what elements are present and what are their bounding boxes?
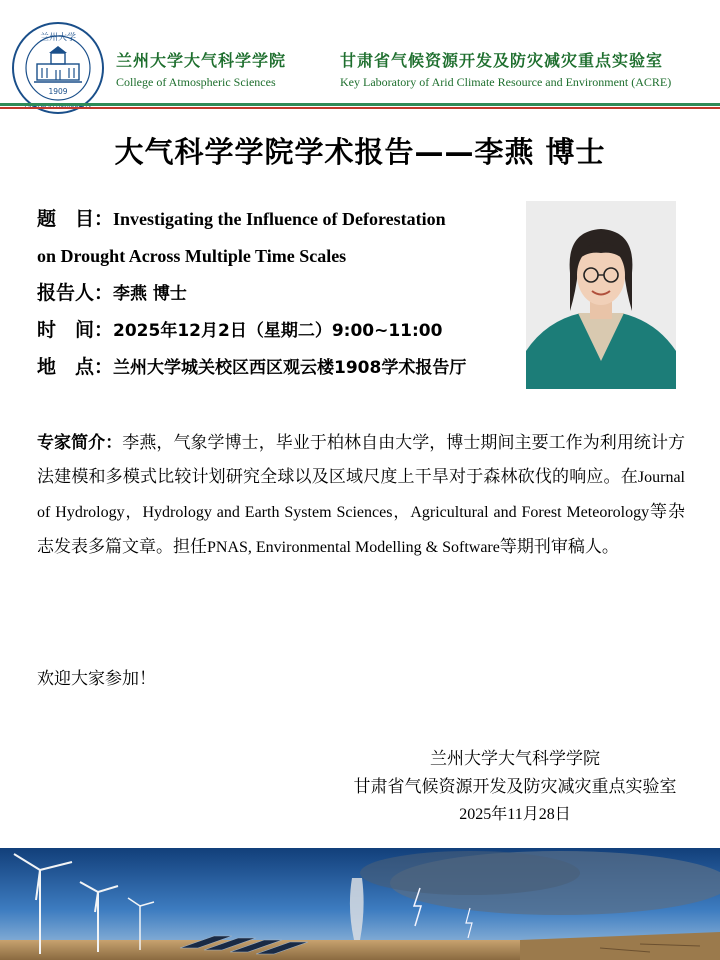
time-row (37, 312, 522, 349)
bio-text-1: 李燕，气象学博士，毕业于柏林自由大学，博士期间主要工作为利用统计方法建模和多模式比较计划研究全球以及区域尺度上干旱对于森林砍伐的响应。在 (37, 433, 686, 487)
signature-college: 兰州大学大气科学学院 (430, 749, 600, 769)
college-name-cn: 兰州大学大气科学学院 (116, 51, 287, 70)
speaker-row (37, 275, 522, 312)
college-name-en: College of Atmospheric Sciences (116, 75, 276, 89)
page-title: 大气科学学院学术报告——李燕 博士 (114, 135, 606, 169)
bio-text-2: 等杂志发表多篇文章。担任 (37, 502, 685, 557)
bio-review-journals: PNAS, Environmental Modelling & Software (207, 539, 500, 556)
header (0, 0, 720, 112)
college-name (116, 48, 286, 90)
logo-text-year: 1909 (48, 87, 68, 96)
place-row (37, 349, 522, 386)
bio-text-3: 等期刊审稿人。 (499, 537, 619, 557)
talk-info (37, 201, 522, 386)
welcome-text: 欢迎大家参加！ (37, 669, 156, 689)
topic-line2: on Drought Across Multiple Time Scales (37, 246, 347, 266)
speaker-bio (37, 426, 685, 565)
time-label: 时 间： (37, 319, 114, 341)
signature-laboratory: 甘肃省气候资源开发及防灾减灾重点实验室 (353, 777, 677, 797)
logo-text-cn: 兰州大学 (39, 33, 77, 43)
header-rule-green (0, 103, 720, 106)
place-value: 兰州大学城关校区西区观云楼1908学术报告厅 (113, 358, 467, 378)
laboratory-name-en: Key Laboratory of Arid Climate Resource and Environment (ACRE) (340, 75, 672, 89)
bio-journals: Journal of Hydrology，Hydrology and Earth System Sciences，Agricultural and Forest Meteorology (37, 469, 685, 521)
topic-line1: Investigating the Influence of Deforestation (113, 209, 446, 229)
speaker-label: 报告人： (37, 282, 114, 304)
time-value: 2025年12月2日（星期二）9:00~11:00 (113, 321, 443, 341)
topic-row (37, 201, 522, 238)
speaker-photo (526, 201, 676, 389)
speaker-name: 李燕 博士 (113, 284, 187, 304)
place-label: 地 点： (37, 356, 114, 378)
signature-date: 2025年11月28日 (459, 806, 571, 823)
bio-label: 专家简介： (37, 433, 123, 453)
signature (320, 745, 710, 829)
laboratory-name-cn: 甘肃省气候资源开发及防灾减灾重点实验室 (340, 51, 664, 70)
topic-label: 题 目： (37, 208, 114, 230)
landscape-banner (0, 848, 720, 960)
header-rule-red (0, 107, 720, 109)
laboratory-name (340, 48, 671, 90)
lanzhou-university-logo (10, 20, 106, 116)
